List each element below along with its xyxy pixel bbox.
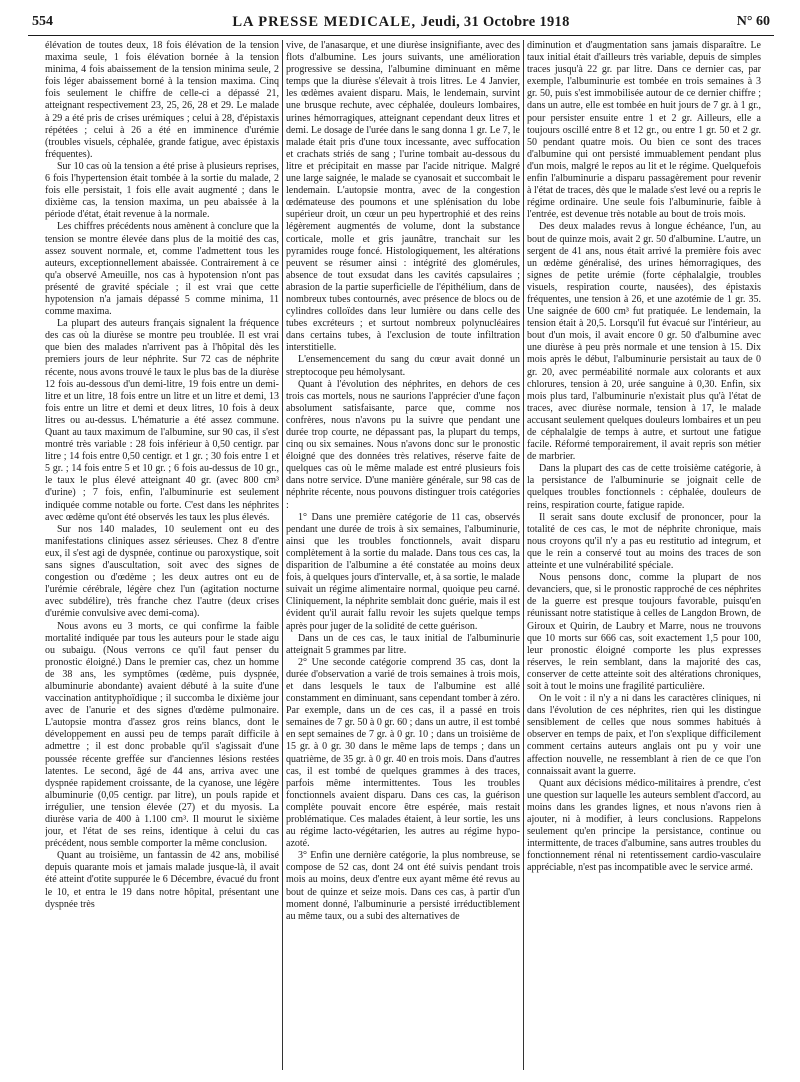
text-column-3 xyxy=(527,40,761,1074)
header-rule xyxy=(28,35,774,36)
paragraph: Sur 10 cas où la tension a été prise à plusieurs reprises, 6 fois l'hypertension était tombée à la sortie du malade, 2 fois elle persistait, 1 fois elle avait augmenté ; dans le dixième cas, la tension maxima, un peu abaissée à la période d'état, était revenue à la normale. xyxy=(45,160,279,221)
paragraph: Dans un de ces cas, le taux initial de l'albuminurie atteignait 5 grammes par litre. xyxy=(286,632,520,656)
text-column-2 xyxy=(286,40,520,1074)
paragraph: La plupart des auteurs français signalent la fréquence des cas où la diurèse se montre peu troublée. Il est vrai que bien des malades n'arrivent pas à l'hôpital dès les premiers jours de leur néphrite. Sur 72 cas de néphrite récente, nous avons trouvé le taux le plus bas de la diurèse 12 fois au-dessous d'un demi-litre, 19 fois entre un demi-litre et un litre, 18 fois entre un litre et un litre et demi, 13 fois entre un litre et demi et deux litres, 10 fois à deux litres ou au-dessus. L'hématurie a été assez commune. Quant au taux maximum de l'albumine, sur 90 cas, il s'est montré très variable : 28 fois inférieur à 0,50 centigr. par litre ; 14 fois entre 0,50 centigr. et 1 gr. ; 30 fois entre 1 et 5 gr. ; 14 fois entre 5 et 10 gr. ; 6 fois au-dessus de 10 gr., le taux le plus élevé atteignant 40 gr. (avec 800 cm³ d'urine) ; 7 fois, enfin, l'albuminurie est seulement indiquée comme notable ou forte. C'est dans les néphrites avec œdème qu'ont été observés les taux les plus élevés. xyxy=(45,318,279,523)
text-column-1 xyxy=(45,40,279,1074)
column-divider xyxy=(282,40,283,1070)
paragraph: élévation de toutes deux, 18 fois élévation de la tension maxima seule, 1 fois élévation bornée à la tension minima, 4 fois abaissement de la tension minima seule, 2 fois léger abaissement borné à la tension maxima. Cinq fois seulement le chiffre de celle-ci a dépassé 21, atteignant respectivement 23, 25, 26, 28 et 29. Le malade à 29 a été pris de crises urémiques ; celui à 28, d'épistaxis répétées ; celui à 26 a été en imminence d'urémie (troubles visuels, céphalée, grande fatigue, avec épistaxis fréquentes). xyxy=(45,40,279,160)
journal-name: LA PRESSE MEDICALE, xyxy=(232,14,417,30)
paragraph: L'ensemencement du sang du cœur avait donné un streptocoque peu hémolysant. xyxy=(286,354,520,378)
paragraph: 3° Enfin une dernière catégorie, la plus nombreuse, se compose de 52 cas, dont 24 ont été suivis pendant trois mois au moins, deux d'entre eux ayant même été revus au bout de quinze et seize mois. Dans ces cas, à partir d'un moment donné, l'albuminurie a persisté irréductiblement au même taux, ou a subi des alternatives de xyxy=(286,850,520,922)
paragraph: Des deux malades revus à longue échéance, l'un, au bout de quinze mois, avait 2 gr. 50 d'albumine. L'autre, un sergent de 41 ans, nous était arrivé la première fois avec un œdème généralisé, des urines hémorragiques, des signes de petite urémie (forte céphalalgie, troubles visuels, respiration courte, nausées), des épistaxis fréquentes, une tension à 26, et une azotémie de 1 gr. 35. Une saignée de 600 cm³ fut pratiquée. Le lendemain, la tension était à 20,5. Lorsqu'il fut évacué sur l'intérieur, au bout d'un mois, il avait encore 0 gr. 50 d'albumine avec une diurèse à peu près normale et une tension à 15. Dix mois après le début, l'albuminurie persistait au taux de 0 gr. 20, avec perméabilité normale aux colorants et aux chlorures, tension à 20, urée sanguine à 0,30. Enfin, six mois plus tard, l'albuminurie n'existait plus qu'à l'état de traces, avec diurèse normale, tension à 17, le malade accusant seulement quelques douleurs lombaires et un peu de céphalalgie de temps à autre, et surtout une fatigue facile. Réformé temporairement, il avait repris son métier de marbrier. xyxy=(527,221,761,463)
paragraph: Dans la plupart des cas de cette troisième catégorie, à la persistance de l'albuminurie se joignait celle de quelques troubles fonctionnels : céphalée, douleurs de reins, respiration courte, fatigue rapide. xyxy=(527,463,761,511)
paragraph: Quant aux décisions médico-militaires à prendre, c'est une question sur laquelle les auteurs semblent d'accord, au moins dans les grandes lignes, et nous n'avons rien à ajouter, ni à modifier, à leurs conclusions. Rappelons seulement qu'en principe la persistance, continue ou intermittente, de traces d'albumine, sans autres troubles du fonctionnement rénal ni retentissement cardio-vasculaire appréciable, n'est pas incompatible avec le service armé. xyxy=(527,777,761,874)
column-divider xyxy=(523,40,524,1070)
paragraph: 1° Dans une première catégorie de 11 cas, observés pendant une durée de trois à six semaines, l'albuminurie, ainsi que les troubles fonctionnels, avait disparu complètement à la sortie du malade. Dans tous ces cas, la disparition de l'albumine a été constatée au moins deux fois, à quelques jours d'intervalle, et, à sa sortie, le malade suivait un régime alimentaire normal, quoique peu carné. Cliniquement, la néphrite semblait donc guérie, mais il est évident qu'il aurait fallu revoir les sujets quelque temps après pour juger de la solidité de cette guérison. xyxy=(286,511,520,632)
paragraph: On le voit : il n'y a ni dans les caractères cliniques, ni dans l'évolution de ces néphrites, rien qui les distingue sensiblement de celles que nous sommes habitués à observer en temps de paix, et l'on s'explique difficilement comment certains auteurs anglais ont pu y voir une affection nouvelle, ne ressemblant à rien de ce que l'on connaissait avant la guerre. xyxy=(527,693,761,777)
issue-date: Jeudi, 31 Octobre 1918 xyxy=(420,14,570,30)
paragraph: diminution et d'augmentation sans jamais disparaître. Le taux initial était d'ailleurs très variable, depuis de simples traces jusqu'à 22 gr. par litre. Dans ce dernier cas, par exemple, l'albuminurie est tombée en trois semaines à 3 gr. 50, puis s'est immobilisée autour de ce dernier chiffre ; dans un autre, elle est tombée en huit jours de 7 gr. à 1 gr., pour persister ensuite entre 1 et 2 gr. Ailleurs, elle a toujours oscillé entre 8 et 12 gr., ou entre 1 gr. 50 et 2 gr. 50 pendant quatre mois. Ou bien ce sont des traces d'albumine qui ont persisté immuablement pendant plus d'un mois, malgré le repos au lit et le régime. Quelquefois enfin l'albuminurie a disparu passagèrement pour revenir à l'état de traces, dès que le malade s'est levé ou a repris le régime ordinaire. Une seule fois l'albuminurie, faible à l'entrée, est devenue très notable au bout de trois mois. xyxy=(527,40,761,221)
running-title xyxy=(28,14,774,31)
paragraph: Nous pensons donc, comme la plupart de nos devanciers, que, si le pronostic rapproché de ces néphrites de la guerre est presque toujours favorable, puisqu'en réunissant notre statistique à celles de Langdon Brown, de Giroux et Quirin, de Laubry et Marre, nous ne trouvons que 10 morts sur 666 cas, soit exactement 1,5 pour 100, leur pronostic éloigné comporte les plus expresses réserves, le rein semblant, dans la majorité des cas, conserver de cette atteinte soit des altérations chroniques, soit à tout le moins une fragilité particulière. xyxy=(527,572,761,692)
paragraph: Nous avons eu 3 morts, ce qui confirme la faible mortalité indiquée par tous les auteurs pour le stade aigu ou subaigu. (Nous verrons ce qu'il faut penser du pronostic éloigné.) Dans le premier cas, chez un homme de 38 ans, les symptômes (œdème, puis dyspnée, albuminurie abondante) avaient débuté à la suite d'une vaccination antityphoïdique ; il succomba le dixième jour avec de l'anurie et des signes d'œdème pulmonaire. L'autopsie montra d'assez gros reins blancs, dont le développement en aussi peu de temps paraît difficile à admettre ; il est donc probable qu'il s'agissait d'une poussée récente greffée sur d'anciennes lésions restées latentes. Le second, âgé de 44 ans, arriva avec une dyspnée rapidement croissante, de la cyanose, une légère albuminurie (0,05 centigr. par litre), un pouls rapide et irrégulier, une tension élevée (27) et du myosis. La diurèse varia de 400 à 1.100 cm³. Il mourut le sixième jour, et l'état de ses reins, identique à celui du cas précédent, nous semble comporter la même conclusion. xyxy=(45,620,279,850)
paragraph: Il serait sans doute exclusif de prononcer, pour la totalité de ces cas, le mot de néphrite chronique, mais nous croyons qu'il n'y a pas eu restitutio ad integrum, et que le rein a conservé tout au moins des traces de son atteinte et une vulnérabilité spéciale. xyxy=(527,511,761,572)
paragraph: Quant à l'évolution des néphrites, en dehors de ces trois cas mortels, nous ne saurions l'apprécier d'une façon absolument satisfaisante, parce que, comme nos confrères, nous n'avons pu la suivre que pendant une durée trop courte, ne dépassant pas, la plupart du temps, cinq ou six semaines. Nous n'avons donc sur le pronostic éloigné que des données très relatives, réserve faite de quelques cas où le même malade est entré plusieurs fois dans notre service. D'une manière générale, sur 98 cas de néphrite récente, nous pouvons distinguer trois catégories : xyxy=(286,378,520,511)
paragraph: Sur nos 140 malades, 10 seulement ont eu des manifestations cliniques assez sérieuses. Chez 8 d'entre eux, il s'est agi de dyspnée, continue ou paroxystique, soit sans signes d'auscultation, soit avec des signes de congestion ou d'œdème ; les deux autres ont eu de l'urémie cérébrale, légère chez l'un (agitation nocturne avec subdélire), très franche chez l'autre (deux crises d'urémie convulsive avec demi-coma). xyxy=(45,523,279,620)
page-header xyxy=(28,8,774,34)
paragraph: 2° Une seconde catégorie comprend 35 cas, dont la durée d'observation a varié de trois semaines à trois mois, et dans lesquels le taux de l'albumine est allé constamment en diminuant, sans cependant tomber à zéro. Par exemple, dans un de ces cas, il a passé en trois semaines de 7 gr. 50 à 0 gr. 60 ; dans un autre, il est tombé en sept semaines de 7 gr. à 0 gr. 10 ; dans un troisième de 15 gr. à 0 gr. 30 dans le même laps de temps ; dans un quatrième, de 35 gr. à 0 gr. 40 en trois mois. Dans d'autres cas, il est tombé de quelques grammes à des traces, parfois même intermittentes. Tous les troubles fonctionnels avaient disparu. Dans ces cas, la guérison complète pouvait encore être espérée, mais restait problématique. Ces malades étaient, à leur sortie, les uns au régime lacto-végétarien, les autres au régime hypo-azoté. xyxy=(286,656,520,850)
paragraph: Les chiffres précédents nous amènent à conclure que la tension se montre élevée dans plus de la moitié des cas, assez souvent normale, et, comme l'admettent tous les auteurs, exceptionnellement abaissée. Contrairement à ce qu'a observé Ameuille, nos cas à hypotension n'ont pas présenté de gravité spéciale ; il est vrai que cette hypotension n'a jamais dépassé 5 comme minima, 11 comme maxima. xyxy=(45,221,279,318)
issue-number: N° 60 xyxy=(736,14,770,29)
page-number: 554 xyxy=(32,14,53,29)
paragraph: vive, de l'anasarque, et une diurèse insignifiante, avec des flots d'albumine. Les jours suivants, une amélioration progressive se dessina, l'albumine diminuant en même temps que la diurèse s'élevait à trois litres. Le 4 Janvier, les œdèmes avaient disparu. Mais, le lendemain, survint une brusque rechute, avec céphalée, douleurs lombaires, urines hémorragiques, atteignant cependant deux litres et demi. Le dosage de l'urée dans le sang donna 1 gr. Le 7, le malade était pris d'une toux incessante, avec suffocation et crachats striés de sang ; l'urine tombait au-dessous du litre et précipitait en masse par l'acide nitrique. Malgré une large saignée, le malade se cyanosait et succombait le lendemain. L'autopsie montra, avec de la congestion œdémateuse des poumons et une splénisation du lobe supérieur droit, un cœur un peu hypertrophié et des reins légèrement augmentés de volume, dont la substance corticale, molle et gris jaunâtre, tranchait sur les pyramides rouge foncé. Histologiquement, les altérations peuvent se résumer ainsi : intégrité des glomérules, absence de tout exsudat dans les cavités capsulaires ; abrasion de la partie superficielle de l'épithélium, dans de nombreux tubes contournés, avec présence de blocs ou de cylindres colloïdes dans leur lumière ou dans celle des tubes excréteurs ; et surtout nombreux polynucléaires dans certains tubes, à l'exclusion de toute infiltration interstitielle. xyxy=(286,40,520,354)
paragraph: Quant au troisième, un fantassin de 42 ans, mobilisé depuis quarante mois et jamais malade jusque-là, il avait été atteint d'otite suppurée le 6 Décembre, évacué du front le 10, et entra le 19 dans notre hôpital, présentant une dyspnée très xyxy=(45,850,279,910)
